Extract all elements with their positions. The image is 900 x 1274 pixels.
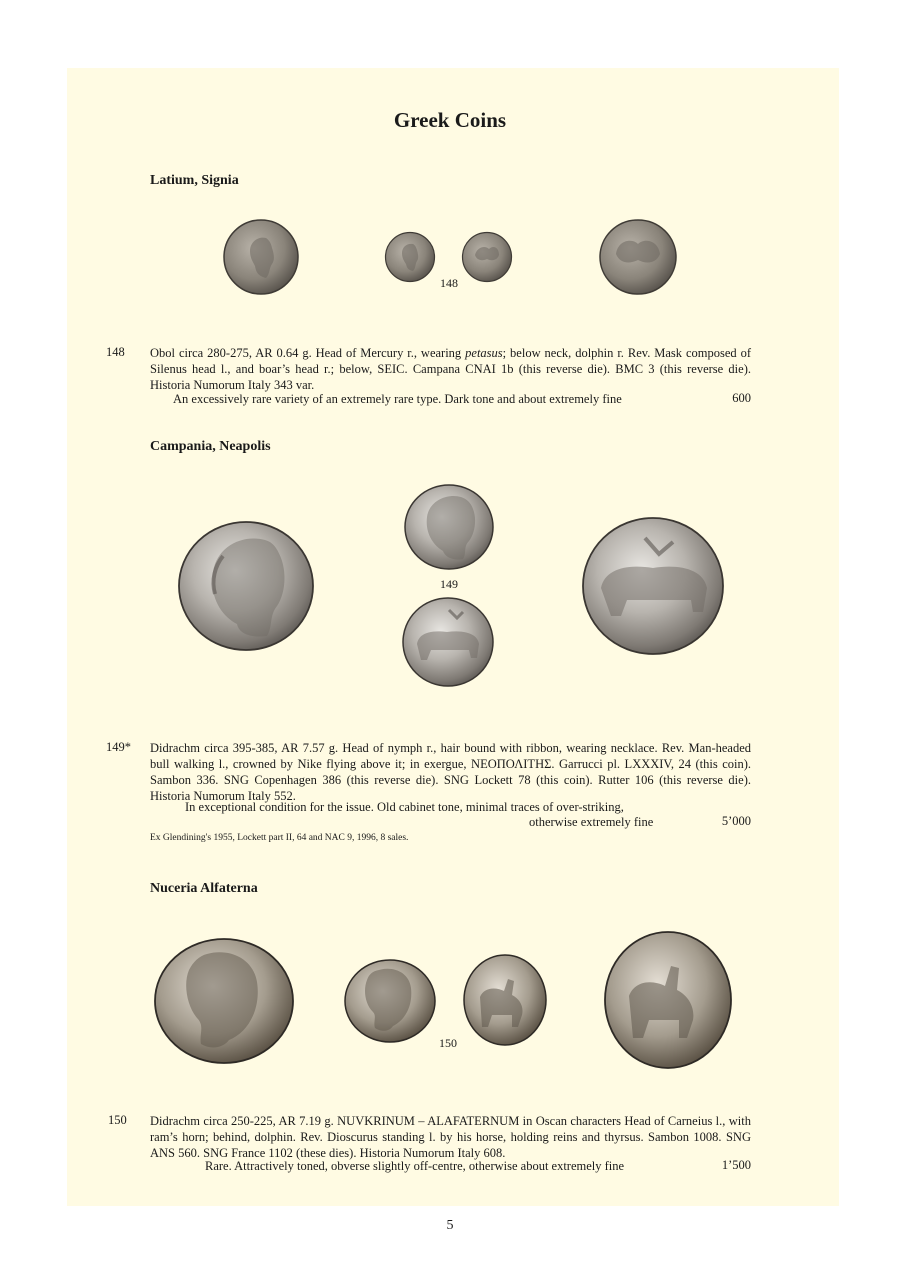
plate-number: 150 bbox=[439, 1036, 457, 1050]
coin-image-reverse-actual bbox=[462, 953, 548, 1047]
coin-image-reverse-large bbox=[598, 218, 678, 296]
coin-image-obverse-actual bbox=[343, 958, 437, 1044]
lot-condition: Rare. Attractively toned, obverse slightly off-centre, otherwise about extremely fine bbox=[205, 1159, 625, 1173]
coin-image-obverse-large bbox=[222, 218, 300, 296]
lot-number: 150 bbox=[108, 1113, 127, 1127]
lot-estimate: 5’000 bbox=[721, 814, 751, 828]
coin-image-reverse-actual bbox=[401, 596, 495, 688]
plate-number: 149 bbox=[440, 577, 458, 591]
plate-number: 148 bbox=[440, 276, 458, 290]
lot-estimate: 1’500 bbox=[721, 1158, 751, 1172]
lot-number: 148 bbox=[106, 345, 125, 359]
lot-provenance: Ex Glendining's 1955, Lockett part II, 64 and NAC 9, 1996, 8 sales. bbox=[150, 833, 409, 843]
page-title: Greek Coins bbox=[393, 108, 507, 132]
region-heading: Campania, Neapolis bbox=[150, 439, 271, 454]
lot-number: 149* bbox=[106, 740, 131, 754]
lot-description: Obol circa 280-275, AR 0.64 g. Head of Mercury r., wearing petasus; below neck, dolphin r. Rev. Mask composed of Silenus head l., and boar’s head r.; below, SEIC. Campana CNAI 1b (this reverse die). BMC 3 (this reverse die). Historia Numorum Italy 343 var. bbox=[150, 346, 752, 392]
page-number: 5 bbox=[446, 1218, 454, 1233]
lot-condition: An excessively rare variety of an extremely rare type. Dark tone and about extremely fine bbox=[173, 392, 622, 406]
lot-condition: In exceptional condition for the issue. Old cabinet tone, minimal traces of over-striking, bbox=[185, 800, 624, 814]
coin-image-obverse-large bbox=[153, 936, 295, 1066]
coin-image-reverse-large bbox=[581, 516, 725, 656]
lot-estimate: 600 bbox=[732, 391, 751, 405]
lot-description: Didrachm circa 250-225, AR 7.19 g. NUVKRINUM – ALAFATERNUM in Oscan characters Head of Carneius l., with ram’s horn; behind, dolphin. Rev. Dioscurus standing l. by his horse, holding reins and thyrsus. Sambon 1008. SNG ANS 560. SNG France 1102 (these dies). Historia Numorum Italy 608. bbox=[150, 1114, 751, 1160]
coin-image-obverse-large bbox=[177, 520, 315, 652]
region-heading: Latium, Signia bbox=[150, 173, 239, 188]
lot-description: Didrachm circa 395-385, AR 7.57 g. Head of nymph r., hair bound with ribbon, wearing necklace. Rev. Man-headed bull walking l., crowned by Nike flying above it; in exergue, ΝΕΟΠΟΛΙΤΗΣ. Garrucci pl. LXXXIV, 24 (this coin). Sambon 336. SNG Copenhagen 386 (this reverse die). SNG Lockett 78 (this coin). Rutter 106 (this reverse die). Historia Numorum Italy 552. bbox=[150, 741, 751, 803]
coin-image-obverse-actual bbox=[403, 483, 495, 571]
lot-condition-continued: otherwise extremely fine bbox=[529, 815, 654, 829]
coin-image-reverse-large bbox=[603, 930, 733, 1070]
region-heading: Nuceria Alfaterna bbox=[150, 881, 258, 896]
